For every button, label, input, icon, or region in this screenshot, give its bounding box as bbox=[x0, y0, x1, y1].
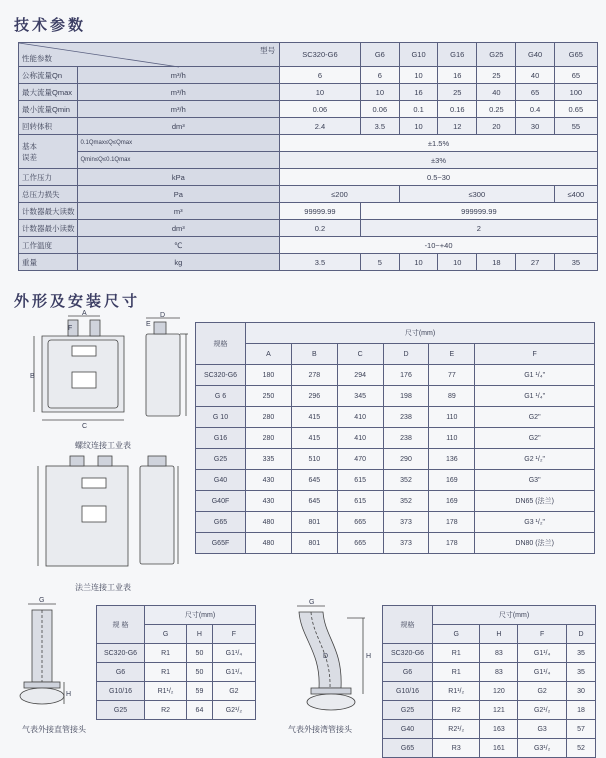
cell-value: 280 bbox=[246, 428, 292, 449]
cell-value: 178 bbox=[429, 533, 475, 554]
spec-value: 6 bbox=[280, 67, 361, 84]
spec-value: 0.65 bbox=[554, 101, 597, 118]
spec-unit: m³/h bbox=[77, 101, 280, 118]
weight-value: 10 bbox=[438, 254, 477, 271]
error-cond-2: Qmin≤Q≤0.1Qmax bbox=[77, 152, 280, 169]
table-row bbox=[196, 428, 595, 449]
spec-value: 100 bbox=[554, 84, 597, 101]
cell-value: 161 bbox=[480, 739, 518, 758]
cell-value: 59 bbox=[187, 682, 213, 701]
table-row bbox=[196, 449, 595, 470]
cell-value: 510 bbox=[291, 449, 337, 470]
dim2-spec-header: 规 格 bbox=[97, 606, 145, 644]
dim1-spec-header: 规格 bbox=[196, 323, 246, 365]
dimension-table-bent-joint bbox=[382, 605, 596, 758]
cell-value: 250 bbox=[246, 386, 292, 407]
spec-value: 65 bbox=[516, 84, 554, 101]
error-cond-1: 0.1Qmax≤Q≤Qmax bbox=[77, 135, 280, 152]
cell-value: 50 bbox=[187, 663, 213, 682]
table-row bbox=[383, 663, 596, 682]
cell-value: 35 bbox=[566, 663, 595, 682]
dim1-col: E bbox=[429, 344, 475, 365]
weight-value: 3.5 bbox=[280, 254, 361, 271]
error-val-1: ±1.5% bbox=[280, 135, 598, 152]
spec-label: 回转体积 bbox=[19, 118, 78, 135]
spec-value: 20 bbox=[477, 118, 516, 135]
row-spec: SC320-G6 bbox=[97, 644, 145, 663]
cell-value: R2¹/₂ bbox=[433, 720, 480, 739]
straight-joint-drawing bbox=[14, 594, 78, 714]
table-row bbox=[383, 644, 596, 663]
label-G2: G bbox=[309, 599, 315, 606]
cell-value: 373 bbox=[383, 533, 429, 554]
row-spec: G6 bbox=[383, 663, 433, 682]
loss-value: ≤300 bbox=[399, 186, 554, 203]
cell-value: 198 bbox=[383, 386, 429, 407]
dim1-col: C bbox=[337, 344, 383, 365]
error-row-2 bbox=[19, 152, 598, 169]
spec-unit: dm³ bbox=[77, 118, 280, 135]
cell-value: 52 bbox=[566, 739, 595, 758]
cell-value: 178 bbox=[429, 512, 475, 533]
spec-value: 40 bbox=[516, 67, 554, 84]
spec-value: 10 bbox=[360, 84, 399, 101]
corner-model: 型号 bbox=[260, 46, 276, 55]
cell-value: R2 bbox=[433, 701, 480, 720]
cell-value: 35 bbox=[566, 644, 595, 663]
spec-value: 16 bbox=[438, 67, 477, 84]
label-C: C bbox=[82, 423, 88, 430]
spec-value: 12 bbox=[438, 118, 477, 135]
model-header: SC320-G6 bbox=[280, 43, 361, 67]
dim1-col: F bbox=[475, 344, 595, 365]
cell-value: 345 bbox=[337, 386, 383, 407]
cell-value: 665 bbox=[337, 533, 383, 554]
cell-value: 169 bbox=[429, 491, 475, 512]
dim1-group-header: 尺寸(mm) bbox=[246, 323, 595, 344]
cell-value: 801 bbox=[291, 533, 337, 554]
minread-value: 0.2 bbox=[280, 220, 361, 237]
cell-value: 238 bbox=[383, 407, 429, 428]
maxread-label: 计数器最大读数 bbox=[19, 203, 78, 220]
row-spec: G25 bbox=[196, 449, 246, 470]
error-label-2: 误差 bbox=[22, 152, 37, 162]
cell-value: 110 bbox=[429, 407, 475, 428]
cell-value: 120 bbox=[480, 682, 518, 701]
dim1-body bbox=[196, 365, 595, 554]
caption-straight-joint: 气表外接直管接头 bbox=[22, 725, 86, 734]
error-val-2: ±3% bbox=[280, 152, 598, 169]
spec-value: 10 bbox=[399, 118, 437, 135]
spec-value: 6 bbox=[360, 67, 399, 84]
minread-unit: dm³ bbox=[77, 220, 280, 237]
dim2-body bbox=[97, 644, 256, 720]
row-spec: G40F bbox=[196, 491, 246, 512]
maxread-unit: m³ bbox=[77, 203, 280, 220]
spec-corner-cell bbox=[19, 43, 280, 67]
minread-row bbox=[19, 220, 598, 237]
flange-meter-side-drawing bbox=[132, 452, 188, 577]
spec-row bbox=[19, 118, 598, 135]
spec-value: 16 bbox=[399, 84, 437, 101]
cell-value: 415 bbox=[291, 407, 337, 428]
spec-value: 0.4 bbox=[516, 101, 554, 118]
caption-thread-meter: 螺纹连接工业表 bbox=[75, 441, 131, 450]
spec-label: 最小流量Qmin bbox=[19, 101, 78, 118]
cell-value: R2 bbox=[145, 701, 187, 720]
table-row bbox=[196, 470, 595, 491]
spec-label: 公称流量Qn bbox=[19, 67, 78, 84]
model-header: G65 bbox=[554, 43, 597, 67]
cell-value: 64 bbox=[187, 701, 213, 720]
table-row bbox=[383, 720, 596, 739]
dim2-col: H bbox=[187, 625, 213, 644]
cell-value: 121 bbox=[480, 701, 518, 720]
cell-value: DN80 (法兰) bbox=[475, 533, 595, 554]
spec-value: 2.4 bbox=[280, 118, 361, 135]
cell-value: 665 bbox=[337, 512, 383, 533]
dim3-header-row bbox=[383, 606, 596, 625]
dim1-header-row bbox=[196, 323, 595, 344]
cell-value: DN65 (法兰) bbox=[475, 491, 595, 512]
dim3-col: H bbox=[480, 625, 518, 644]
cell-value: G3¹/₂ bbox=[518, 739, 567, 758]
weight-unit: kg bbox=[77, 254, 280, 271]
row-spec: G16 bbox=[196, 428, 246, 449]
model-header: G16 bbox=[438, 43, 477, 67]
pressure-label: 工作压力 bbox=[19, 169, 78, 186]
label-D: D bbox=[160, 312, 166, 319]
bent-joint-drawing bbox=[285, 598, 375, 720]
cell-value: 50 bbox=[187, 644, 213, 663]
cell-value: 645 bbox=[291, 491, 337, 512]
dim1-col-row bbox=[196, 344, 595, 365]
weight-value: 5 bbox=[360, 254, 399, 271]
table-row bbox=[97, 663, 256, 682]
row-spec: G 6 bbox=[196, 386, 246, 407]
thread-meter-front-drawing bbox=[28, 312, 138, 432]
label-G: G bbox=[39, 597, 45, 604]
cell-value: 180 bbox=[246, 365, 292, 386]
loss-label: 总压力损失 bbox=[19, 186, 78, 203]
temp-row bbox=[19, 237, 598, 254]
cell-value: 57 bbox=[566, 720, 595, 739]
spec-value: 25 bbox=[438, 84, 477, 101]
cell-value: G1¹/₄ bbox=[518, 663, 567, 682]
cell-value: 296 bbox=[291, 386, 337, 407]
row-spec: G65 bbox=[196, 512, 246, 533]
cell-value: G2 bbox=[518, 682, 567, 701]
spec-value: 40 bbox=[477, 84, 516, 101]
pressure-value: 0.5~30 bbox=[280, 169, 598, 186]
table-row bbox=[383, 701, 596, 720]
weight-value: 35 bbox=[554, 254, 597, 271]
table-row bbox=[97, 682, 256, 701]
cell-value: 290 bbox=[383, 449, 429, 470]
spec-value: 0.06 bbox=[360, 101, 399, 118]
cell-value: 335 bbox=[246, 449, 292, 470]
caption-bent-joint: 气表外接湾管接头 bbox=[288, 725, 352, 734]
dim3-group-header: 尺寸(mm) bbox=[433, 606, 596, 625]
cell-value: 615 bbox=[337, 470, 383, 491]
cell-value: 136 bbox=[429, 449, 475, 470]
row-spec: SC320-G6 bbox=[196, 365, 246, 386]
row-spec: G40 bbox=[383, 720, 433, 739]
cell-value: R1 bbox=[433, 663, 480, 682]
weight-value: 10 bbox=[399, 254, 437, 271]
spec-value: 0.16 bbox=[438, 101, 477, 118]
cell-value: 83 bbox=[480, 663, 518, 682]
error-label-1: 基本 bbox=[22, 141, 37, 151]
weight-row bbox=[19, 254, 598, 271]
pressure-unit: kPa bbox=[77, 169, 280, 186]
maxread-value: 99999.99 bbox=[280, 203, 361, 220]
row-spec: G10/16 bbox=[383, 682, 433, 701]
cell-value: R1 bbox=[145, 644, 187, 663]
loss-unit: Pa bbox=[77, 186, 280, 203]
spec-row bbox=[19, 101, 598, 118]
row-spec: G 10 bbox=[196, 407, 246, 428]
model-header: G40 bbox=[516, 43, 554, 67]
table-row bbox=[196, 533, 595, 554]
spec-value: 65 bbox=[554, 67, 597, 84]
cell-value: R3 bbox=[433, 739, 480, 758]
dim3-col: F bbox=[518, 625, 567, 644]
spec-row bbox=[19, 67, 598, 84]
cell-value: G2¹/₂ bbox=[212, 701, 255, 720]
thread-meter-side-drawing bbox=[140, 314, 192, 424]
cell-value: G3" bbox=[475, 470, 595, 491]
dim3-body bbox=[383, 644, 596, 758]
label-H2: H bbox=[366, 653, 372, 660]
cell-value: 169 bbox=[429, 470, 475, 491]
dimension-table-straight-joint bbox=[96, 605, 256, 720]
spec-label: 最大流量Qmax bbox=[19, 84, 78, 101]
cell-value: 77 bbox=[429, 365, 475, 386]
spec-value: 3.5 bbox=[360, 118, 399, 135]
cell-value: G1¹/₄ bbox=[212, 663, 255, 682]
cell-value: 373 bbox=[383, 512, 429, 533]
cell-value: 352 bbox=[383, 491, 429, 512]
cell-value: G2" bbox=[475, 407, 595, 428]
table-row bbox=[196, 512, 595, 533]
cell-value: 280 bbox=[246, 407, 292, 428]
loss-row bbox=[19, 186, 598, 203]
cell-value: 83 bbox=[480, 644, 518, 663]
cell-value: 470 bbox=[337, 449, 383, 470]
error-row-1 bbox=[19, 135, 598, 152]
minread-value: 2 bbox=[360, 220, 597, 237]
pressure-row bbox=[19, 169, 598, 186]
cell-value: G2" bbox=[475, 428, 595, 449]
temp-value: -10~+40 bbox=[280, 237, 598, 254]
spec-unit: m³/h bbox=[77, 67, 280, 84]
label-F: F bbox=[68, 325, 73, 332]
minread-label: 计数器最小读数 bbox=[19, 220, 78, 237]
section-title-specs: 技术参数 bbox=[14, 16, 87, 34]
dim2-group-header: 尺寸(mm) bbox=[145, 606, 256, 625]
spec-header-row bbox=[19, 43, 598, 67]
spec-value: 55 bbox=[554, 118, 597, 135]
spec-table bbox=[18, 42, 598, 271]
temp-label: 工作温度 bbox=[19, 237, 78, 254]
maxread-value: 999999.99 bbox=[360, 203, 597, 220]
cell-value: 278 bbox=[291, 365, 337, 386]
label-D2: D bbox=[323, 653, 329, 660]
cell-value: 415 bbox=[291, 428, 337, 449]
error-group-label bbox=[19, 135, 78, 169]
cell-value: G1¹/₄ bbox=[212, 644, 255, 663]
caption-flange-meter: 法兰连接工业表 bbox=[75, 583, 131, 592]
cell-value: 645 bbox=[291, 470, 337, 491]
spec-unit: m³/h bbox=[77, 84, 280, 101]
spec-value: 25 bbox=[477, 67, 516, 84]
model-header: G6 bbox=[360, 43, 399, 67]
table-row bbox=[383, 739, 596, 758]
cell-value: 294 bbox=[337, 365, 383, 386]
section-title-dimensions: 外形及安装尺寸 bbox=[14, 292, 141, 310]
dim2-col: G bbox=[145, 625, 187, 644]
table-row bbox=[97, 644, 256, 663]
dim1-col: B bbox=[291, 344, 337, 365]
weight-value: 18 bbox=[477, 254, 516, 271]
cell-value: 430 bbox=[246, 491, 292, 512]
cell-value: 18 bbox=[566, 701, 595, 720]
row-spec: G40 bbox=[196, 470, 246, 491]
row-spec: G6 bbox=[97, 663, 145, 682]
label-A: A bbox=[82, 310, 87, 317]
cell-value: 238 bbox=[383, 428, 429, 449]
maxread-row bbox=[19, 203, 598, 220]
dimension-table-meters bbox=[195, 322, 595, 554]
dim1-col: A bbox=[246, 344, 292, 365]
cell-value: 480 bbox=[246, 512, 292, 533]
temp-unit: ℃ bbox=[77, 237, 280, 254]
dim3-col: D bbox=[566, 625, 595, 644]
cell-value: R1 bbox=[145, 663, 187, 682]
table-row bbox=[383, 682, 596, 701]
cell-value: 110 bbox=[429, 428, 475, 449]
spec-value: 0.06 bbox=[280, 101, 361, 118]
spec-value: 30 bbox=[516, 118, 554, 135]
cell-value: G2 bbox=[212, 682, 255, 701]
label-H: H bbox=[66, 691, 72, 698]
weight-value: 27 bbox=[516, 254, 554, 271]
loss-value: ≤400 bbox=[554, 186, 597, 203]
row-spec: SC320-G6 bbox=[383, 644, 433, 663]
cell-value: 352 bbox=[383, 470, 429, 491]
row-spec: G10/16 bbox=[97, 682, 145, 701]
table-row bbox=[196, 491, 595, 512]
loss-value: ≤200 bbox=[280, 186, 400, 203]
cell-value: G2 ¹/₂" bbox=[475, 449, 595, 470]
cell-value: R1¹/₂ bbox=[433, 682, 480, 701]
dim2-header-row bbox=[97, 606, 256, 625]
spec-value: 10 bbox=[280, 84, 361, 101]
spec-value: 0.1 bbox=[399, 101, 437, 118]
cell-value: G1¹/₄ bbox=[518, 644, 567, 663]
cell-value: 176 bbox=[383, 365, 429, 386]
spec-value: 10 bbox=[399, 67, 437, 84]
cell-value: R1¹/₂ bbox=[145, 682, 187, 701]
cell-value: G1 ¹/₄" bbox=[475, 365, 595, 386]
cell-value: G3 ¹/₂" bbox=[475, 512, 595, 533]
cell-value: G3 bbox=[518, 720, 567, 739]
cell-value: 89 bbox=[429, 386, 475, 407]
cell-value: 801 bbox=[291, 512, 337, 533]
dim3-spec-header: 规格 bbox=[383, 606, 433, 644]
row-spec: G65 bbox=[383, 739, 433, 758]
spec-value: 0.25 bbox=[477, 101, 516, 118]
model-header: G25 bbox=[477, 43, 516, 67]
table-row bbox=[196, 407, 595, 428]
row-spec: G65F bbox=[196, 533, 246, 554]
table-row bbox=[97, 701, 256, 720]
cell-value: R1 bbox=[433, 644, 480, 663]
spec-row bbox=[19, 84, 598, 101]
dim1-col: D bbox=[383, 344, 429, 365]
dim3-col: G bbox=[433, 625, 480, 644]
cell-value: G1 ¹/₄" bbox=[475, 386, 595, 407]
cell-value: 480 bbox=[246, 533, 292, 554]
dim2-col: F bbox=[212, 625, 255, 644]
table-row bbox=[196, 386, 595, 407]
label-B: B bbox=[30, 373, 35, 380]
model-header: G10 bbox=[399, 43, 437, 67]
table-row bbox=[196, 365, 595, 386]
cell-value: 410 bbox=[337, 407, 383, 428]
cell-value: 410 bbox=[337, 428, 383, 449]
row-spec: G25 bbox=[97, 701, 145, 720]
cell-value: 615 bbox=[337, 491, 383, 512]
cell-value: 430 bbox=[246, 470, 292, 491]
label-E: E bbox=[146, 321, 151, 328]
cell-value: G2¹/₂ bbox=[518, 701, 567, 720]
flange-meter-front-drawing bbox=[30, 452, 140, 574]
cell-value: 163 bbox=[480, 720, 518, 739]
weight-label: 重量 bbox=[19, 254, 78, 271]
corner-params: 性能参数 bbox=[22, 54, 52, 63]
row-spec: G25 bbox=[383, 701, 433, 720]
cell-value: 30 bbox=[566, 682, 595, 701]
